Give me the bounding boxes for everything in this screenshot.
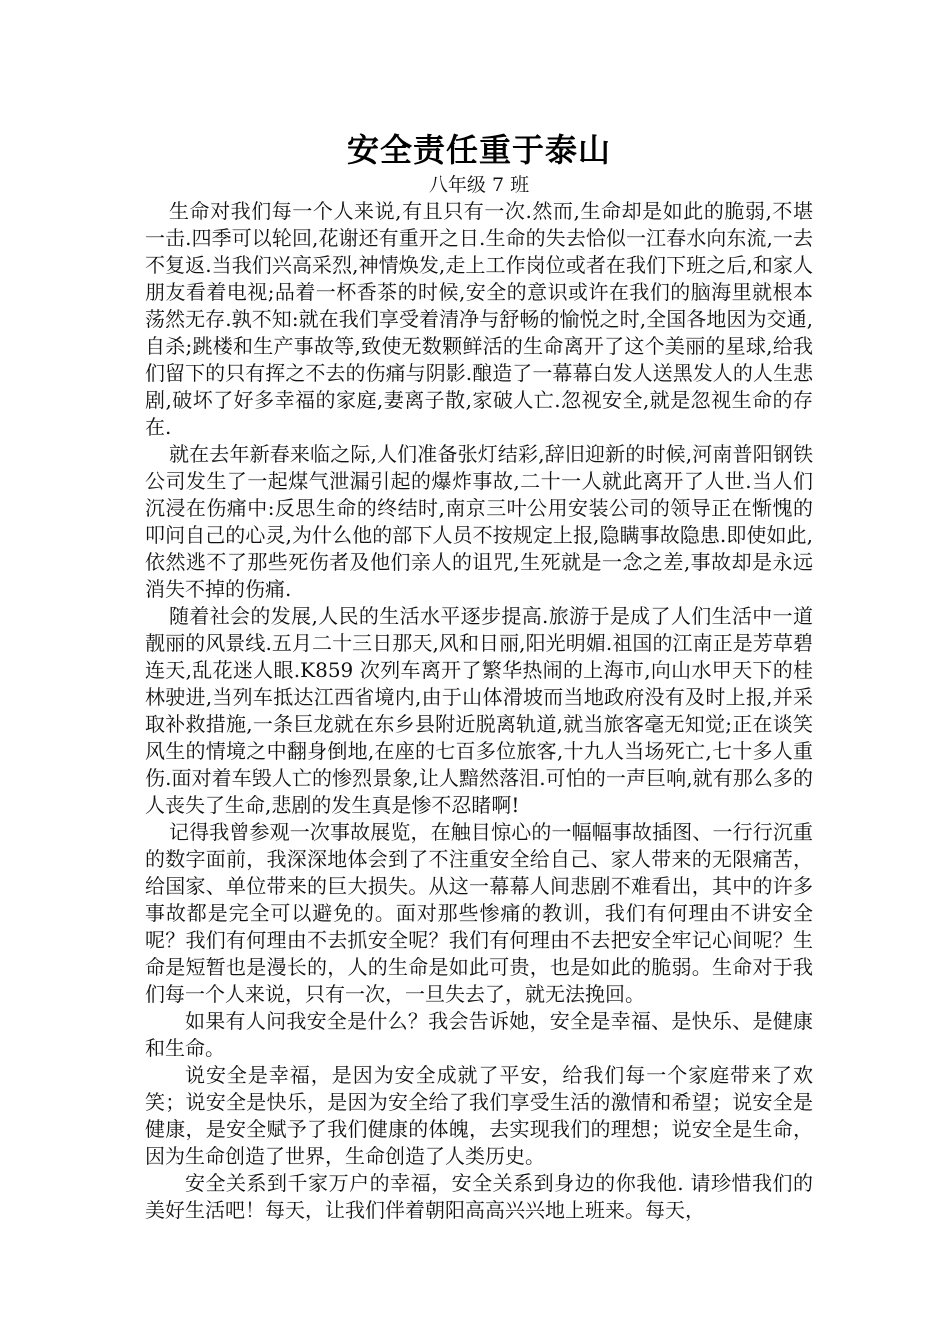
document-body (145, 128, 813, 1224)
document-title: 安全责任重于泰山 (346, 131, 611, 169)
paragraph-7: 安全关系到千家万户的幸福，安全关系到身边的你我他. 请珍惜我们的美好生活吧！每天，让我们伴着朝阳高高兴兴地上班来。每天， (145, 1171, 813, 1222)
paragraph-6: 说安全是幸福，是因为安全成就了平安，给我们每一个家庭带来了欢笑；说安全是快乐，是因为安全给了我们享受生活的激情和希望；说安全是健康，是安全赋予了我们健康的体魄，去实现我们的理想；说安全是生命，因为生命创造了世界，生命创造了人类历史。 (145, 1063, 813, 1168)
paragraph-5: 如果有人问我安全是什么？我会告诉她，安全是幸福、是快乐、是健康和生命。 (145, 1009, 813, 1060)
document-subtitle: 八年级 7 班 (428, 174, 530, 196)
paragraph-1: 生命对我们每一个人来说,有且只有一次.然而,生命却是如此的脆弱,不堪一击.四季可以轮回,花谢还有重开之日.生命的失去恰似一江春水向东流,一去不复返.当我们兴高采烈,神情焕发,走上工作岗位或者在我们下班之后,和家人朋友看着电视;品着一杯香茶的时候,安全的意识或许在我们的脑海里就根本荡然无存.孰不知:就在我们享受着清净与舒畅的愉悦之时,全国各地因为交通,自杀;跳楼和生产事故等,致使无数颗鲜活的生命离开了这个美丽的星球,给我们留下的只有挥之不去的伤痛与阴影.酿造了一幕幕白发人送黑发人的人生悲剧,破坏了好多幸福的家庭,妻离子散,家破人亡.忽视安全,就是忽视生命的存在. (145, 199, 813, 439)
paragraph-2: 就在去年新春来临之际,人们准备张灯结彩,辞旧迎新的时候,河南普阳钢铁公司发生了一起煤气泄漏引起的爆炸事故,二十一人就此离开了人世.当人们沉浸在伤痛中:反思生命的终结时,南京三叶公用安装公司的领导正在惭愧的叩问自己的心灵,为什么他的部下人员不按规定上报,隐瞒事故隐患.即使如此,依然逃不了那些死伤者及他们亲人的诅咒,生死就是一念之差,事故却是永远消失不掉的伤痛. (145, 442, 813, 601)
paragraph-3: 随着社会的发展,人民的生活水平逐步提高.旅游于是成了人们生活中一道靓丽的风景线.五月二十三日那天,风和日丽,阳光明媚.祖国的江南正是芳草碧连天,乱花迷人眼.K859 次列车离开了繁华热闹的上海市,向山水甲天下的桂林驶进,当列车抵达江西省境内,由于山体滑坡而当地政府没有及时上报,并采取补救措施,一条巨龙就在东乡县附近脱离轨道,就当旅客毫无知觉;正在谈笑风生的情境之中翻身倒地,在座的七百多位旅客,十九人当场死亡,七十多人重伤.面对着车毁人亡的惨烈景象,让人黯然落泪.可怕的一声巨响,就有那么多的人丧失了生命,悲剧的发生真是惨不忍睹啊! (145, 604, 813, 817)
paragraph-4: 记得我曾参观一次事故展览，在触目惊心的一幅幅事故插图、一行行沉重的数字面前，我深深地体会到了不注重安全给自己、家人带来的无限痛苦，给国家、单位带来的巨大损失。从这一幕幕人间悲剧不难看出，其中的许多事故都是完全可以避免的。面对那些惨痛的教训，我们有何理由不讲安全呢？我们有何理由不去抓安全呢？我们有何理由不去把安全牢记心间呢？生命是短暂也是漫长的，人的生命是如此可贵，也是如此的脆弱。生命对于我们每一个人来说，只有一次，一旦失去了，就无法挽回。 (145, 820, 813, 1006)
